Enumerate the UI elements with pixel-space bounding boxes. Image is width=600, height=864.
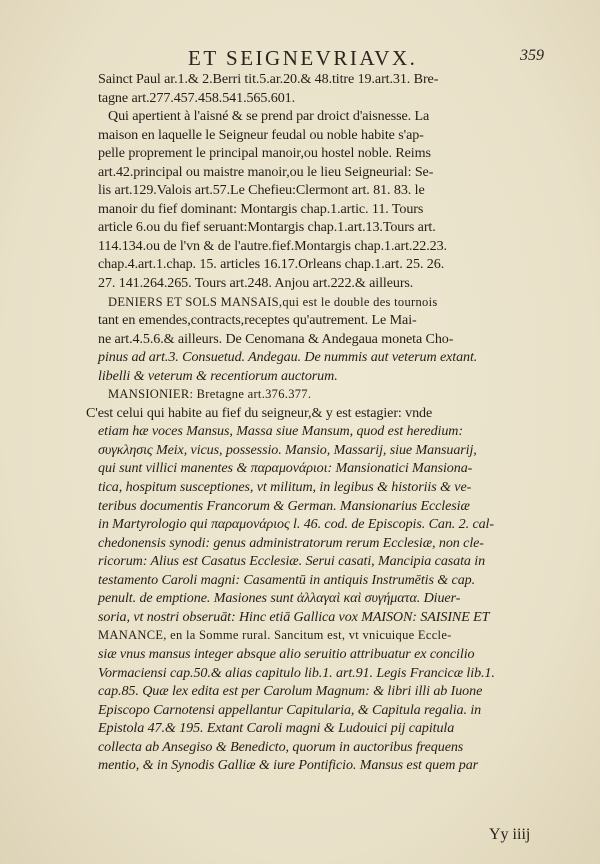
- text-line: collecta ab Ansegiso & Benedicto, quorum in auctoribus frequens: [98, 738, 464, 755]
- text-line: art.42.principal ou maistre manoir,ou le lieu Seigneurial: Se-: [98, 163, 434, 180]
- text-line: Epistola 47.& 195. Extant Caroli magni & Ludouici pij capitula: [98, 720, 455, 737]
- page-number: 359: [520, 47, 544, 64]
- text-line: DENIERS ET SOLS MANSAIS,qui est le double des tournois: [108, 294, 438, 309]
- text-line: qui sunt villici manentes & παραμονάριοι: Mansionatici Mansiona-: [98, 460, 473, 477]
- text-line: Qui apertient à l'aisné & se prend par droict d'aisnesse. La: [108, 108, 430, 125]
- text-line: Vormaciensi cap.50.& alias capitulo lib.1. art.91. Legis Francicæ lib.1.: [98, 664, 495, 681]
- text-line: penult. de emptione. Masiones sunt ἀλλαγαὶ καὶ συγήματα. Diuer-: [98, 590, 461, 607]
- text-line: libelli & veterum & recentiorum auctorum.: [98, 367, 338, 384]
- text-line: article 6.ou du fief seruant:Montargis chap.1.art.13.Tours art.: [98, 219, 436, 236]
- text-line: ricorum: Alius est Casatus Ecclesiæ. Serui casati, Mancipia casata in: [98, 553, 486, 570]
- text-line: 27. 141.264.265. Tours art.248. Anjou art.222.& ailleurs.: [98, 275, 414, 292]
- text-line: tagne art.277.457.458.541.565.601.: [98, 89, 296, 106]
- text-line: cap.85. Quæ lex edita est per Carolum Magnum: & libri illi ab Iuone: [98, 683, 483, 700]
- text-line: manoir du fief dominant: Montargis chap.1.artic. 11. Tours: [98, 200, 424, 217]
- text-line: MANSIONIER: Bretagne art.376.377.: [108, 387, 312, 402]
- text-line: pelle proprement le principal manoir,ou hostel noble. Reims: [98, 145, 431, 162]
- text-line: soria, vt nostri obseruāt: Hinc etiā Gallica vox MAISON: SAISINE ET: [98, 608, 490, 625]
- text-line: MANANCE, en la Somme rural. Sancitum est, vt vnicuique Eccle-: [98, 628, 452, 643]
- text-line: pinus ad art.3. Consuetud. Andegau. De nummis aut veterum extant.: [98, 349, 478, 366]
- signature-mark: Yy iiij: [489, 826, 531, 843]
- text-line: συγκλησις Meix, vicus, possessio. Mansio, Massarij, siue Mansuarij,: [98, 441, 477, 458]
- text-line: ne art.4.5.6.& ailleurs. De Cenomana & Andegaua moneta Cho-: [98, 330, 454, 347]
- text-line: mentio, & in Synodis Galliæ & iure Pontificio. Mansus est quem par: [98, 757, 479, 774]
- text-line: lis art.129.Valois art.57.Le Chefieu:Clermont art. 81. 83. le: [98, 182, 425, 199]
- text-body: [86, 70, 534, 775]
- text-line: etiam hæ voces Mansus, Massa siue Mansum, quod est heredium:: [98, 423, 463, 440]
- text-line: 114.134.ou de l'vn & de l'autre.fief.Montargis chap.1.art.22.23.: [98, 237, 447, 254]
- text-line: in Martyrologio qui παραμονάριος l. 46. cod. de Episcopis. Can. 2. cal-: [98, 516, 494, 533]
- text-line: maison en laquelle le Seigneur feudal ou noble habite s'ap-: [98, 126, 424, 143]
- text-line: C'est celui qui habite au fief du seigneur,& y est estagier: vnde: [86, 404, 433, 421]
- running-head: ET SEIGNEVRIAVX.: [188, 46, 418, 70]
- text-line: Sainct Paul ar.1.& 2.Berri tit.5.ar.20.& 48.titre 19.art.31. Bre-: [98, 71, 439, 87]
- text-line: tica, hospitum susceptiones, vt militum, in legibus & historiis & ve-: [98, 479, 472, 496]
- text-line: chap.4.art.1.chap. 15. articles 16.17.Orleans chap.1.art. 25. 26.: [98, 256, 445, 273]
- text-line: chedonensis synodi: genus administratorum rerum Ecclesiæ, non cle-: [98, 534, 484, 551]
- text-line: siæ vnus mansus integer absque alio seruitio attribuatur ex concilio: [98, 645, 475, 662]
- text-line: teribus documentis Francorum & German. Mansionarius Ecclesiæ: [98, 497, 470, 514]
- text-line: tant en emendes,contracts,receptes qu'autrement. Le Mai-: [98, 312, 417, 329]
- text-line: testamento Caroli magni: Casamentū in antiquis Instrumētis & cap.: [98, 571, 476, 588]
- text-line: Episcopo Carnotensi appellantur Capitularia, & Capitula regalia. in: [98, 701, 482, 718]
